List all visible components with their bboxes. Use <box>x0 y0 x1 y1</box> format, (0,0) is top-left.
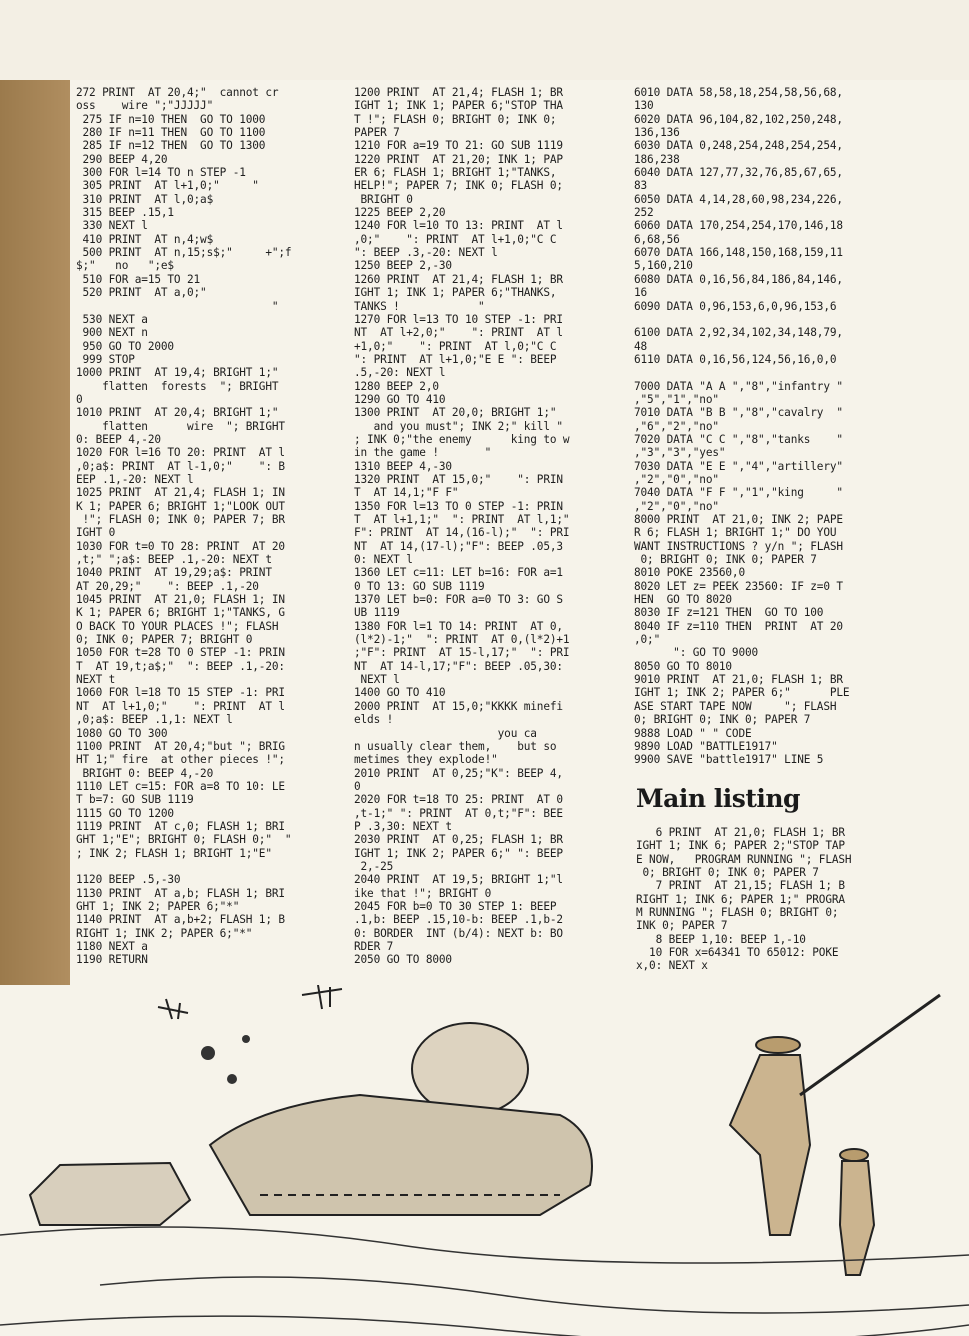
code-line: T AT 14,1;"F F" <box>354 486 459 500</box>
code-line: 1119 PRINT AT c,0; FLASH 1; BRI <box>76 819 285 833</box>
code-line: 510 FOR a=15 TO 21 <box>76 272 201 286</box>
code-line: 1320 PRINT AT 15,0;" ": PRIN <box>354 472 563 486</box>
code-line: NT AT l+1,0;" ": PRINT AT l <box>76 699 285 713</box>
code-line: 8050 GO TO 8010 <box>634 659 732 673</box>
code-line: 1300 PRINT AT 20,0; BRIGHT 1;" <box>354 406 557 420</box>
code-line: 8030 IF z=121 THEN GO TO 100 <box>634 606 824 620</box>
code-line: +1,0;" ": PRINT AT l,0;"C C <box>354 339 557 353</box>
code-line: 2010 PRINT AT 0,25;"K": BEEP 4, <box>354 766 563 780</box>
code-line: 1250 BEEP 2,-30 <box>354 259 452 273</box>
code-line: elds ! <box>354 713 394 727</box>
code-line: 6020 DATA 96,104,82,102,250,248, <box>634 112 843 126</box>
code-line: P .3,30: NEXT t <box>354 819 452 833</box>
code-line: 136,136 <box>634 126 680 140</box>
listing-column-2 <box>354 86 629 967</box>
code-line: 8020 LET z= PEEK 23560: IF z=0 T <box>634 579 843 593</box>
code-line: T !"; FLASH 0; BRIGHT 0; INK 0; <box>354 112 557 126</box>
code-line: (l*2)-1;" ": PRINT AT 0,(l*2)+1 <box>354 633 570 647</box>
ww1-battle-illustration <box>0 985 969 1336</box>
code-line: RIGHT 1; INK 2; PAPER 6;"*" <box>76 926 253 940</box>
code-line: IGHT 1; INK 1; PAPER 6;"THANKS, <box>354 286 557 300</box>
code-line: 1225 BEEP 2,20 <box>354 206 446 220</box>
code-line: 5,160,210 <box>634 259 693 273</box>
code-line: 999 STOP <box>76 352 135 366</box>
code-line: 6070 DATA 166,148,150,168,159,11 <box>634 246 843 260</box>
code-line: " <box>76 299 279 313</box>
code-line: 280 IF n=11 THEN GO TO 1100 <box>76 126 266 140</box>
code-line: HEN GO TO 8020 <box>634 593 732 607</box>
code-line: 16 <box>634 286 648 300</box>
code-line: BRIGHT 0 <box>354 192 413 206</box>
code-line: 0 <box>354 779 361 793</box>
main-listing-code <box>636 826 916 973</box>
code-line: 1380 FOR l=1 TO 14: PRINT AT 0, <box>354 619 563 633</box>
code-line: 6060 DATA 170,254,254,170,146,18 <box>634 219 843 233</box>
code-line: 1400 GO TO 410 <box>354 686 446 700</box>
code-line: 48 <box>634 339 648 353</box>
main-listing-heading: Main listing <box>636 784 801 813</box>
code-line: 272 PRINT AT 20,4;" cannot cr <box>76 86 279 99</box>
code-line: 1270 FOR l=13 TO 10 STEP -1: PRI <box>354 312 563 326</box>
code-line: 1210 FOR a=19 TO 21: GO SUB 1119 <box>354 139 563 153</box>
code-line: 6050 DATA 4,14,28,60,98,234,226, <box>634 192 843 206</box>
code-line: 0: BORDER INT (b/4): NEXT b: BO <box>354 926 563 940</box>
code-line: 8 BEEP 1,10: BEEP 1,-10 <box>636 932 806 946</box>
code-line: 6100 DATA 2,92,34,102,34,148,79, <box>634 326 843 340</box>
code-line: PAPER 7 <box>354 126 400 140</box>
code-line: x,0: NEXT x <box>636 959 708 973</box>
code-line: T b=7: GO SUB 1119 <box>76 793 194 807</box>
code-line: 1260 PRINT AT 21,4; FLASH 1; BR <box>354 272 563 286</box>
code-line: 1290 GO TO 410 <box>354 392 446 406</box>
code-line: 6080 DATA 0,16,56,84,186,84,146, <box>634 272 843 286</box>
code-line: 1360 LET c=11: LET b=16: FOR a=1 <box>354 566 563 580</box>
code-line: and you must"; INK 2;" kill " <box>354 419 563 433</box>
code-line: 2030 PRINT AT 0,25; FLASH 1; BR <box>354 833 563 847</box>
code-line: F": PRINT AT 14,(16-l);" ": PRI <box>354 526 570 540</box>
code-line: ,"6","2","no" <box>634 419 719 433</box>
code-line: 1020 FOR l=16 TO 20: PRINT AT l <box>76 446 285 460</box>
code-line: 83 <box>634 179 648 193</box>
code-line: RDER 7 <box>354 940 394 953</box>
code-line: ; INK 0;"the enemy king to w <box>354 432 570 446</box>
code-line: 1240 FOR l=10 TO 13: PRINT AT l <box>354 219 563 233</box>
code-line: 2,-25 <box>354 859 394 873</box>
code-line: flatten wire "; BRIGHT <box>76 419 285 433</box>
code-line: NT AT 14,(17-l);"F": BEEP .05,3 <box>354 539 563 553</box>
code-line: ,"5","1","no" <box>634 392 719 406</box>
code-line: NEXT l <box>354 673 400 687</box>
code-line: 10 FOR x=64341 TO 65012: POKE <box>636 946 839 960</box>
code-line: 2050 GO TO 8000 <box>354 953 452 967</box>
code-line: 310 PRINT AT l,0;a$ <box>76 192 214 206</box>
code-line: INK 0; PAPER 7 <box>636 919 728 933</box>
code-line: 2000 PRINT AT 15,0;"KKKK minefi <box>354 699 563 713</box>
code-line: oss wire ";"JJJJJ" <box>76 99 214 113</box>
code-line: 6030 DATA 0,248,254,248,254,254, <box>634 139 843 153</box>
code-line: 1030 FOR t=0 TO 28: PRINT AT 20 <box>76 539 285 553</box>
code-line: 0; BRIGHT 0; INK 0; PAPER 7 <box>634 713 811 727</box>
code-line: 7000 DATA "A A ","8","infantry " <box>634 379 843 393</box>
code-line: ,0;" ": PRINT AT l+1,0;"C C <box>354 232 557 246</box>
code-line: BRIGHT 0: BEEP 4,-20 <box>76 766 214 780</box>
code-line: K 1; PAPER 6; BRIGHT 1;"LOOK OUT <box>76 499 285 513</box>
code-line: 305 PRINT AT l+1,0;" " <box>76 179 259 193</box>
code-line: .1,b: BEEP .15,10-b: BEEP .1,b-2 <box>354 913 563 927</box>
code-line: 6090 DATA 0,96,153,6,0,96,153,6 <box>634 299 837 313</box>
code-line: 0 <box>76 392 83 406</box>
code-line: 0; INK 0; PAPER 7; BRIGHT 0 <box>76 633 253 647</box>
code-line: 8010 POKE 23560,0 <box>634 566 745 580</box>
code-line: TANKS ! " <box>354 299 485 313</box>
code-line: T AT l+1,1;" ": PRINT AT l,1;" <box>354 513 570 526</box>
code-line: 1130 PRINT AT a,b; FLASH 1; BRI <box>76 886 285 900</box>
code-line: !"; FLASH 0; INK 0; PAPER 7; BR <box>76 513 285 526</box>
code-line: 1110 LET c=15: FOR a=8 TO 10: LE <box>76 779 285 793</box>
code-line: 6040 DATA 127,77,32,76,85,67,65, <box>634 166 843 180</box>
code-line: 9900 SAVE "battle1917" LINE 5 <box>634 753 824 767</box>
code-line: 6110 DATA 0,16,56,124,56,16,0,0 <box>634 352 837 366</box>
code-line: E NOW, PROGRAM RUNNING "; FLASH <box>636 852 852 866</box>
left-tank-icon <box>30 1163 190 1225</box>
code-line: ER 6; FLASH 1; BRIGHT 1;"TANKS, <box>354 166 557 180</box>
code-line: 1025 PRINT AT 21,4; FLASH 1; IN <box>76 486 285 500</box>
code-line: IGHT 1; INK 2; PAPER 6;" PLE <box>634 686 850 700</box>
code-line: IGHT 1; INK 2; PAPER 6;" ": BEEP <box>354 846 563 860</box>
code-line: O BACK TO YOUR PLACES !"; FLASH <box>76 619 279 633</box>
code-line: M RUNNING "; FLASH 0; BRIGHT 0; <box>636 906 839 920</box>
code-line: 900 NEXT n <box>76 326 148 340</box>
code-line: ,0;a$: BEEP .1,1: NEXT l <box>76 713 233 727</box>
code-line: ": BEEP .3,-20: NEXT l <box>354 246 498 260</box>
listing-column-1 <box>76 86 351 967</box>
code-line: HT 1;" fire at other pieces !"; <box>76 753 285 767</box>
code-line: NT AT 14-l,17;"F": BEEP .05,30: <box>354 659 563 673</box>
code-line: 520 PRINT AT a,0;" <box>76 286 207 300</box>
code-line: 6 PRINT AT 21,0; FLASH 1; BR <box>636 826 845 839</box>
code-line: ike that !"; BRIGHT 0 <box>354 886 492 900</box>
code-line: NT AT l+2,0;" ": PRINT AT l <box>354 326 563 340</box>
code-line: 290 BEEP 4,20 <box>76 152 168 166</box>
code-line <box>76 860 351 873</box>
code-line: IGHT 1; INK 1; PAPER 6;"STOP THA <box>354 99 563 113</box>
code-line: EEP .1,-20: NEXT l <box>76 472 194 486</box>
code-line: ;"F": PRINT AT 15-l,17;" ": PRI <box>354 646 570 660</box>
code-line: 1190 RETURN <box>76 953 148 967</box>
code-line: 2020 FOR t=18 TO 25: PRINT AT 0 <box>354 793 563 807</box>
code-line: 1100 PRINT AT 20,4;"but "; BRIG <box>76 739 285 753</box>
code-line: 0 TO 13: GO SUB 1119 <box>354 579 485 593</box>
code-line: 2040 PRINT AT 19,5; BRIGHT 1;"l <box>354 873 563 887</box>
code-line: IGHT 0 <box>76 526 116 540</box>
code-line: $;" no ";e$ <box>76 259 174 273</box>
code-line: 9010 PRINT AT 21,0; FLASH 1; BR <box>634 673 843 687</box>
code-line: 0: BEEP 4,-20 <box>76 432 161 446</box>
code-line: 186,238 <box>634 152 680 166</box>
code-line: WANT INSTRUCTIONS ? y/n "; FLASH <box>634 539 843 553</box>
code-line: GHT 1; INK 2; PAPER 6;"*" <box>76 899 240 913</box>
code-line: 2045 FOR b=0 TO 30 STEP 1: BEEP <box>354 899 557 913</box>
code-line: 1045 PRINT AT 21,0; FLASH 1; IN <box>76 593 285 607</box>
code-line: 300 FOR l=14 TO n STEP -1 <box>76 166 246 180</box>
code-line: K 1; PAPER 6; BRIGHT 1;"TANKS, G <box>76 606 285 620</box>
code-line: GHT 1;"E"; BRIGHT 0; FLASH 0;" " <box>76 833 292 847</box>
code-line: n usually clear them, but so <box>354 739 557 753</box>
code-line: T AT 19,t;a$;" ": BEEP .1,-20: <box>76 659 285 673</box>
code-line: NEXT t <box>76 673 116 687</box>
code-line <box>634 313 909 326</box>
code-line: ,"3","3","yes" <box>634 446 726 460</box>
code-line <box>634 366 909 379</box>
code-line: 1120 BEEP .5,-30 <box>76 873 181 887</box>
code-line: 9888 LOAD " " CODE <box>634 726 752 740</box>
code-line: ": GO TO 9000 <box>634 646 759 660</box>
listing-column-3 <box>634 86 909 767</box>
code-line: 8000 PRINT AT 21,0; INK 2; PAPE <box>634 513 843 526</box>
code-line: metimes they explode!" <box>354 753 498 767</box>
code-line: 950 GO TO 2000 <box>76 339 174 353</box>
code-line: 8040 IF z=110 THEN PRINT AT 20 <box>634 619 843 633</box>
code-line: 0; BRIGHT 0; INK 0; PAPER 7 <box>636 866 819 880</box>
code-line: ,"2","0","no" <box>634 472 719 486</box>
code-line: 6010 DATA 58,58,18,254,58,56,68, <box>634 86 843 99</box>
code-line: flatten forests "; BRIGHT <box>76 379 279 393</box>
code-line: 252 <box>634 206 654 220</box>
code-line: 1370 LET b=0: FOR a=0 TO 3: GO S <box>354 593 563 607</box>
code-line: 1350 FOR l=13 TO 0 STEP -1: PRIN <box>354 499 563 513</box>
code-line: 1180 NEXT a <box>76 940 148 953</box>
code-line: 6,68,56 <box>634 232 680 246</box>
code-line: .5,-20: NEXT l <box>354 366 446 380</box>
code-line: 1040 PRINT AT 19,29;a$: PRINT <box>76 566 272 580</box>
code-line: 530 NEXT a <box>76 312 148 326</box>
code-line: 7010 DATA "B B ","8","cavalry " <box>634 406 843 420</box>
code-line: 7 PRINT AT 21,15; FLASH 1; B <box>636 879 845 893</box>
code-line: 1280 BEEP 2,0 <box>354 379 439 393</box>
code-line: AT 20,29;" ": BEEP .1,-20 <box>76 579 259 593</box>
code-line: 7030 DATA "E E ","4","artillery" <box>634 459 843 473</box>
code-line: ; INK 2; FLASH 1; BRIGHT 1;"E" <box>76 846 272 860</box>
code-line: ,0;" <box>634 633 661 647</box>
code-line: 9890 LOAD "BATTLE1917" <box>634 739 778 753</box>
code-line: 1080 GO TO 300 <box>76 726 168 740</box>
code-line: ASE START TAPE NOW "; FLASH <box>634 699 837 713</box>
code-line: 315 BEEP .15,1 <box>76 206 174 220</box>
code-line: 1310 BEEP 4,-30 <box>354 459 452 473</box>
code-line: 330 NEXT l <box>76 219 148 233</box>
code-line: 0; BRIGHT 0; INK 0; PAPER 7 <box>634 553 817 567</box>
code-line: 130 <box>634 99 654 113</box>
code-line: you ca <box>354 726 537 740</box>
code-line: ,t-1;" ": PRINT AT 0,t;"F": BEE <box>354 806 563 820</box>
code-line: ,0;a$: PRINT AT l-1,0;" ": B <box>76 459 285 473</box>
code-line: 7020 DATA "C C ","8","tanks " <box>634 432 843 446</box>
code-line: 410 PRINT AT n,4;w$ <box>76 232 214 246</box>
code-line: ,t;" ";a$: BEEP .1,-20: NEXT t <box>76 553 272 567</box>
code-line: 285 IF n=12 THEN GO TO 1300 <box>76 139 266 153</box>
code-line: 500 PRINT AT n,15;s$;" +";f <box>76 246 292 260</box>
code-line: 275 IF n=10 THEN GO TO 1000 <box>76 112 266 126</box>
code-line: 0: NEXT l <box>354 553 413 567</box>
code-line: IGHT 1; INK 6; PAPER 2;"STOP TAP <box>636 839 845 853</box>
code-line: RIGHT 1; INK 6; PAPER 1;" PROGRA <box>636 892 845 906</box>
code-line: 1010 PRINT AT 20,4; BRIGHT 1;" <box>76 406 279 420</box>
code-line: UB 1119 <box>354 606 400 620</box>
code-line: R 6; FLASH 1; BRIGHT 1;" DO YOU <box>634 526 837 540</box>
code-line: in the game ! " <box>354 446 492 460</box>
code-line: 1060 FOR l=18 TO 15 STEP -1: PRI <box>76 686 285 700</box>
code-line: 1050 FOR t=28 TO 0 STEP -1: PRIN <box>76 646 285 660</box>
code-line: HELP!"; PAPER 7; INK 0; FLASH 0; <box>354 179 563 193</box>
code-line: 1200 PRINT AT 21,4; FLASH 1; BR <box>354 86 563 99</box>
code-line: 7040 DATA "F F ","1","king " <box>634 486 843 500</box>
code-line: 1115 GO TO 1200 <box>76 806 174 820</box>
code-line: 1140 PRINT AT a,b+2; FLASH 1; B <box>76 913 285 927</box>
code-line: ,"2","0","no" <box>634 499 719 513</box>
code-line: 1220 PRINT AT 21,20; INK 1; PAP <box>354 152 563 166</box>
code-line: ": PRINT AT l+1,0;"E E ": BEEP <box>354 352 557 366</box>
code-line: 1000 PRINT AT 19,4; BRIGHT 1;" <box>76 366 279 380</box>
